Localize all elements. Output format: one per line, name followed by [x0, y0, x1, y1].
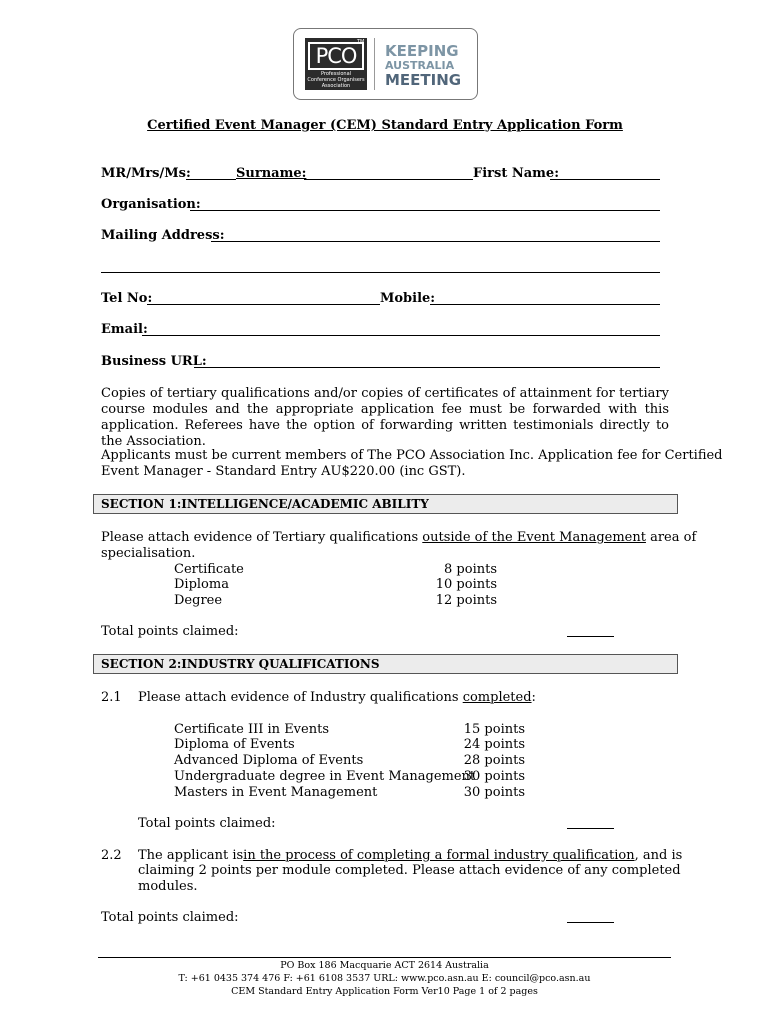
item-2-2-number: 2.2	[101, 848, 122, 863]
industry-qualification-points: 30 points	[463, 785, 525, 800]
section-1-total-label: Total points claimed:	[101, 624, 239, 639]
section-2-total-input[interactable]	[567, 922, 614, 923]
industry-qualification-label: Diploma of Events	[174, 737, 295, 752]
mobile-input-line[interactable]	[430, 304, 660, 305]
organisation-input-line[interactable]	[190, 210, 660, 211]
industry-qualification-label: Masters in Event Management	[174, 785, 378, 800]
first-name-label: First Name:	[473, 166, 559, 181]
footer-divider	[98, 957, 671, 958]
copies-paragraph: Copies of tertiary qualifications and/or copies of certificates of attainment for tertiary course modules and the appropriate application fee must be forwarded with this application. Referees have the option of forwarding written testimonials directly to the Association.	[101, 386, 669, 449]
item-2-1-text: Please attach evidence of Industry qualifications completed:	[138, 690, 536, 705]
mailing-address-label: Mailing Address:	[101, 228, 225, 243]
industry-qualification-points: 28 points	[463, 753, 525, 768]
mobile-label: Mobile:	[380, 291, 436, 306]
logo	[293, 28, 478, 100]
item-2-1-total-input[interactable]	[567, 828, 614, 829]
section-1-instruction: Please attach evidence of Tertiary qualifications outside of the Event Management area of	[101, 530, 697, 545]
qualification-points: 12 points	[435, 593, 497, 608]
section-2-total-label: Total points claimed:	[101, 910, 239, 925]
item-2-1-number: 2.1	[101, 690, 122, 705]
email-label: Email:	[101, 322, 148, 337]
mailing-address-line-2[interactable]	[101, 272, 660, 273]
tel-label: Tel No:	[101, 291, 153, 306]
surname-input-line[interactable]	[304, 179, 473, 180]
item-2-2-line-2: claiming 2 points per module completed. Please attach evidence of any completed	[138, 863, 681, 878]
industry-qualification-points: 15 points	[463, 722, 525, 737]
email-input-line[interactable]	[142, 335, 660, 336]
mailing-address-input-line[interactable]	[211, 241, 660, 242]
industry-qualification-label: Undergraduate degree in Event Management	[174, 769, 476, 784]
pco-mark-text: PCO	[308, 42, 364, 70]
qualification-label: Diploma	[174, 577, 229, 592]
industry-qualification-points: 30 points	[463, 769, 525, 784]
qualification-points: 8 points	[444, 562, 497, 577]
pco-logo-mark	[305, 38, 367, 90]
tel-input-line[interactable]	[147, 304, 380, 305]
page-title: Certified Event Manager (CEM) Standard Entry Application Form	[147, 118, 623, 133]
footer-address: PO Box 186 Macquarie ACT 2614 Australia	[280, 960, 489, 971]
item-2-1-total-label: Total points claimed:	[138, 816, 276, 831]
trademark-symbol: TM	[357, 39, 365, 45]
section-1-instruction-line-2: specialisation.	[101, 546, 196, 561]
applicants-line-2: Event Manager - Standard Entry AU$220.00 (inc GST).	[101, 464, 466, 479]
industry-qualification-label: Certificate III in Events	[174, 722, 329, 737]
item-2-2-line-1: The applicant is in the process of completing a formal industry qualification , and is	[138, 848, 683, 863]
footer-contacts: T: +61 0435 374 476 F: +61 6108 3537 URL: www.pco.asn.au E: council@pco.asn.au	[178, 973, 591, 984]
qualification-label: Degree	[174, 593, 223, 608]
qualification-points: 10 points	[435, 577, 497, 592]
item-2-2-line-3: modules.	[138, 879, 198, 894]
business-url-label: Business URL:	[101, 354, 207, 369]
pco-subtitle: Professional Conference Organisers Association	[307, 71, 365, 89]
section-1-total-input[interactable]	[567, 636, 614, 637]
industry-qualification-points: 24 points	[463, 737, 525, 752]
surname-label: Surname:	[236, 166, 307, 181]
logo-australia: AUSTRALIA	[385, 59, 455, 72]
logo-divider	[374, 38, 375, 90]
applicants-line-1: Applicants must be current members of The PCO Association Inc. Application fee for Certified	[101, 448, 723, 463]
section-1-heading: SECTION 1:INTELLIGENCE/ACADEMIC ABILITY	[93, 494, 678, 514]
logo-meeting: MEETING	[385, 71, 462, 89]
qualification-label: Certificate	[174, 562, 244, 577]
business-url-input-line[interactable]	[194, 367, 660, 368]
section-2-heading: SECTION 2:INDUSTRY QUALIFICATIONS	[93, 654, 678, 674]
title-input-line[interactable]	[186, 179, 236, 180]
logo-keeping: KEEPING	[385, 42, 459, 60]
organisation-label: Organisation:	[101, 197, 201, 212]
first-name-input-line[interactable]	[550, 179, 660, 180]
title-label: MR/Mrs/Ms:	[101, 166, 191, 181]
footer-form-info: CEM Standard Entry Application Form Ver10 Page 1 of 2 pages	[231, 986, 538, 997]
industry-qualification-label: Advanced Diploma of Events	[174, 753, 364, 768]
